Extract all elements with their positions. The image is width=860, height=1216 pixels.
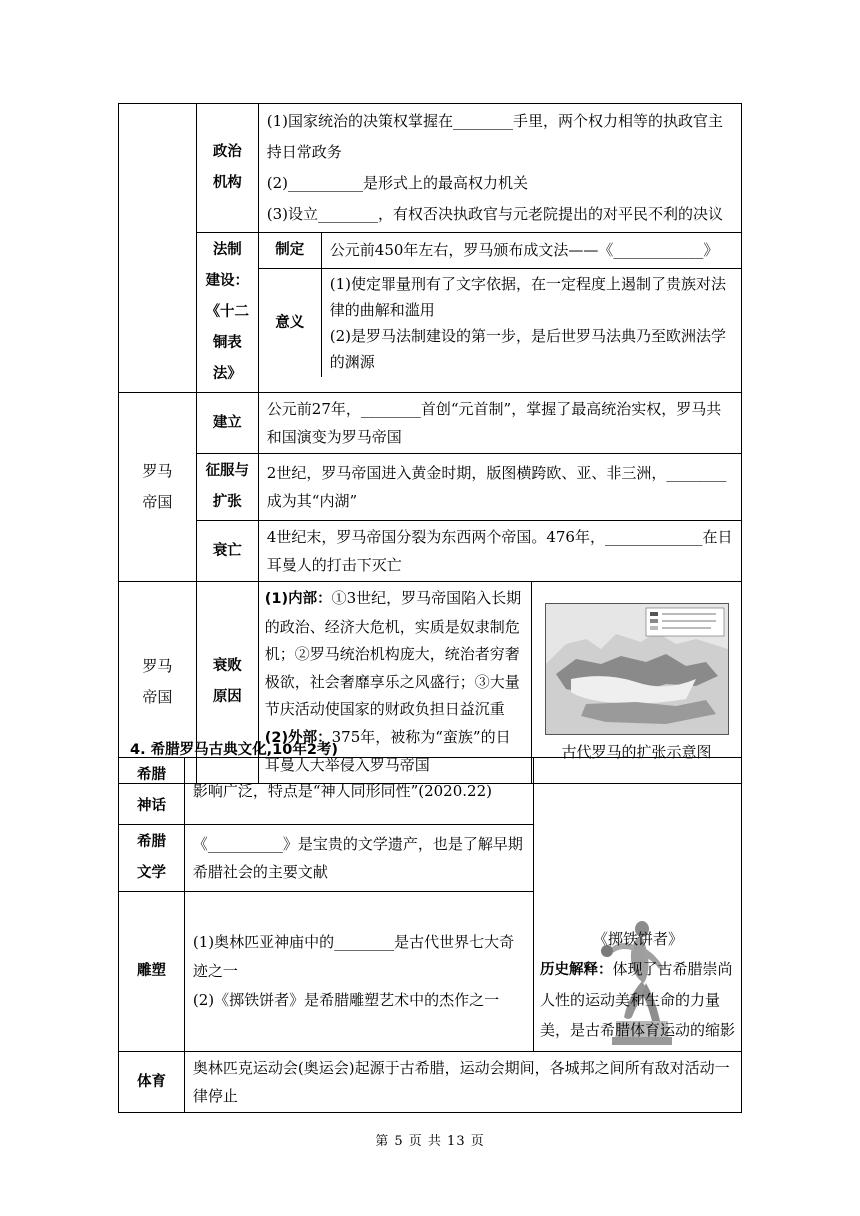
law-made-text: 公元前450年左右，罗马颁布成文法——《____________》 (321, 233, 741, 269)
law-label: 法制 建设： 《十二 铜表 法》 (196, 233, 258, 393)
external-text: 375年，被称为“蛮族”的日耳曼人大举侵入罗马帝国 (264, 727, 511, 774)
empire-fall-label: 衰亡 (196, 521, 258, 582)
sports-text: 奥林匹克运动会(奥运会)起源于古希腊，运动会期间，各城邦之间所有敌对活动一律停止 (184, 1052, 741, 1113)
section-title: 4. 希腊罗马古典文化,10年2考) (130, 742, 339, 758)
politics-content (258, 104, 741, 233)
map-caption: 古代罗马的扩张示意图 (561, 743, 712, 762)
politics-item: (3)设立________，有权否决执政官与元老院提出的对平民不利的决议 (266, 205, 724, 223)
law-meaning-item: (2)是罗马法制建设的第一步，是后世罗马法典乃至欧洲法学的渊源 (329, 327, 727, 371)
myth-text: 影响广泛，特点是“神人同形同性”(2020.22) (184, 758, 533, 825)
law-meaning-label: 意义 (259, 269, 322, 378)
statue-caption-block (536, 924, 740, 1045)
empire-fall-text: 4世纪末，罗马帝国分裂为东西两个帝国。476年，_____________在日耳曼人的打击下灭亡 (258, 521, 741, 582)
literature-text: 《__________》是宝贵的文学遗产，也是了解早期希腊社会的主要文献 (184, 825, 533, 892)
external-label: (2)外部： (264, 729, 332, 746)
politics-label: 政治 机构 (196, 104, 258, 233)
sculpture-item: (2)《掷铁饼者》是希腊雕塑艺术中的杰作之一 (192, 991, 500, 1009)
empire-expansion-text: 2世纪，罗马帝国进入黄金时期，版图横跨欧、亚、非三洲，________成为其“内湖” (258, 454, 741, 521)
sports-label: 体育 (119, 1052, 185, 1113)
rome-expansion-map-image (545, 603, 729, 735)
internal-label: (1)内部： (264, 591, 332, 607)
law-content (258, 233, 741, 393)
decline-label: 罗马 帝国 (119, 582, 197, 784)
myth-label: 希腊 神话 (119, 758, 185, 825)
history-explanation (536, 954, 740, 1045)
sculpture-item: (1)奥林匹亚神庙中的________是古代世界七大奇迹之一 (192, 933, 515, 980)
empire-label: 罗马 帝国 (119, 393, 197, 582)
decline-reason-label: 衰败 原因 (196, 582, 258, 784)
sculpture-label: 雕塑 (119, 892, 185, 1052)
empire-establish-label: 建立 (196, 393, 258, 454)
empire-expansion-label: 征服与 扩张 (196, 454, 258, 521)
history-label: 历史解释： (540, 962, 613, 978)
history-text: 体现了古希腊崇尚人性的运动美和生命的力量美，是古希腊体育运动的缩影 (540, 960, 736, 1039)
literature-label: 希腊 文学 (119, 825, 185, 892)
law-meaning-item: (1)使定罪量刑有了文字依据，在一定程度上遏制了贵族对法律的曲解和滥用 (329, 275, 727, 319)
internal-text: ①3世纪，罗马帝国陷入长期的政治、经济大危机，实质是奴隶制危机；②罗马统治机构庞大，统治者穷奢极欲，社会奢靡享乐之风盛行；③大量节庆活动使国家的财政负担日益沉重 (264, 589, 522, 718)
empire-establish-text: 公元前27年，________首创“元首制”，掌握了最高统治实权，罗马共和国演变为罗马帝国 (258, 393, 741, 454)
law-made-label: 制定 (259, 233, 322, 269)
politics-item: (1)国家统治的决策权掌握在________手里，两个权力相等的执政官主持日常政务 (266, 112, 724, 161)
republic-blank-cell (119, 104, 197, 393)
sculpture-text (184, 892, 533, 1052)
statue-caption: 《掷铁饼者》 (592, 930, 683, 948)
rome-table (118, 103, 742, 784)
politics-item: (2)__________是形式上的最高权力机关 (266, 174, 529, 192)
map-cell (532, 582, 742, 784)
law-meaning-text (321, 269, 741, 378)
page-footer: 第 5 页 共 13 页 (375, 1134, 485, 1149)
